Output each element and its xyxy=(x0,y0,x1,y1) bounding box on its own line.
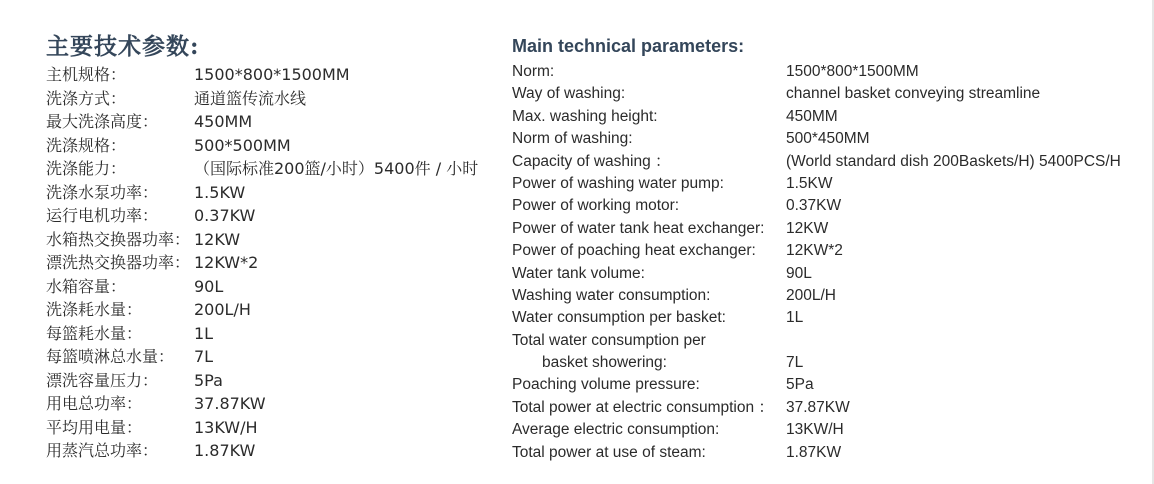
parameter-value: 90L xyxy=(786,264,812,282)
parameter-label: 用电总功率： xyxy=(46,394,143,413)
parameter-value: 12KW*2 xyxy=(786,242,843,260)
parameter-label: 用蒸汽总功率： xyxy=(46,441,159,460)
parameter-value: 500*450MM xyxy=(786,130,870,148)
parameter-value: 7L xyxy=(786,354,804,372)
parameter-label: Average electric consumption: xyxy=(512,421,720,439)
parameter-label: 运行电机功率： xyxy=(46,206,159,225)
parameter-value: 500*500MM xyxy=(194,135,291,155)
parameter-value: 1L xyxy=(786,309,804,327)
parameter-value: 1500*800*1500MM xyxy=(194,65,350,84)
parameter-label: Norm: xyxy=(512,63,555,80)
parameter-label: 平均用电量： xyxy=(46,417,143,437)
parameter-label: Power of water tank heat exchanger: xyxy=(512,219,765,237)
parameter-label: Total power at use of steam: xyxy=(512,443,706,461)
parameter-value: 200L/H xyxy=(786,286,836,304)
parameter-label: Power of washing water pump: xyxy=(512,174,724,192)
parameter-value: 通道篮传流水线 xyxy=(194,88,307,108)
parameter-value: 0.37KW xyxy=(194,206,256,225)
parameter-label: Washing water consumption: xyxy=(512,286,711,304)
parameter-value: 5Pa xyxy=(786,376,814,394)
parameter-label: 洗涤方式： xyxy=(46,88,127,108)
parameter-value: 1.5KW xyxy=(194,182,246,202)
parameter-value: 1.87KW xyxy=(194,441,256,460)
parameter-label: 洗涤水泵功率： xyxy=(46,182,159,202)
parameter-label: Power of poaching heat exchanger: xyxy=(512,242,756,260)
parameter-label: Norm of washing: xyxy=(512,130,633,148)
parameter-label: 最大洗涤高度： xyxy=(46,112,159,131)
parameter-value: （国际标准200篮/小时）5400件 / 小时 xyxy=(194,159,479,178)
parameter-label: Power of working motor: xyxy=(512,197,680,215)
parameter-value: 450MM xyxy=(786,107,838,125)
parameter-label: 漂洗容量压力： xyxy=(46,370,159,390)
parameter-label: 每篮喷淋总水量： xyxy=(46,347,175,366)
parameter-value: 1.5KW xyxy=(786,174,833,192)
parameter-value: 12KW xyxy=(786,219,829,237)
parameter-value: 7L xyxy=(194,347,214,366)
parameter-label: 洗涤规格： xyxy=(46,135,127,155)
parameter-value: (World standard dish 200Baskets/H) 5400PCS/H xyxy=(786,152,1121,170)
parameter-value: 37.87KW xyxy=(194,394,266,413)
parameter-label: 每篮耗水量： xyxy=(46,323,143,343)
parameter-label: 洗涤耗水量： xyxy=(46,300,143,319)
parameter-label: Poaching volume pressure: xyxy=(512,376,700,394)
parameter-label: 水箱容量： xyxy=(46,276,127,296)
parameter-label: Water consumption per basket: xyxy=(512,309,726,327)
parameter-value: 0.37KW xyxy=(786,197,842,215)
parameter-value: 13KW/H xyxy=(194,417,258,437)
parameter-label: Total power at electric consumption ： xyxy=(512,398,774,416)
parameter-label: Max. washing height: xyxy=(512,107,658,125)
parameter-label: 水箱热交换器功率： xyxy=(46,229,191,249)
parameter-label: 漂洗热交换器功率： xyxy=(46,253,191,272)
parameter-value: 1.87KW xyxy=(786,443,842,461)
parameter-label: 主机规格： xyxy=(46,65,127,84)
chinese-section-title: 主要技术参数: xyxy=(46,33,200,60)
parameter-label: 洗涤能力： xyxy=(46,159,127,178)
parameter-value: 5Pa xyxy=(194,370,223,390)
parameter-value: 12KW xyxy=(194,229,241,249)
parameter-value: 90L xyxy=(194,276,224,296)
parameter-value: 450MM xyxy=(194,112,253,131)
english-section-title: Main technical parameters: xyxy=(512,36,745,56)
parameter-value: 1L xyxy=(194,323,214,343)
parameter-label: Capacity of washing ： xyxy=(512,152,671,170)
parameter-value: 12KW*2 xyxy=(194,253,259,272)
parameter-value: 13KW/H xyxy=(786,421,844,439)
parameter-label: Water tank volume: xyxy=(512,264,645,282)
parameter-label: Way of washing: xyxy=(512,85,626,103)
parameter-label-continued: basket showering: xyxy=(542,354,667,372)
parameter-value: 37.87KW xyxy=(786,398,850,416)
parameter-label: Total water consumption per xyxy=(512,331,706,349)
parameter-value: 1500*800*1500MM xyxy=(786,63,919,80)
parameter-value: channel basket conveying streamline xyxy=(786,85,1041,103)
parameter-value: 200L/H xyxy=(194,300,251,319)
